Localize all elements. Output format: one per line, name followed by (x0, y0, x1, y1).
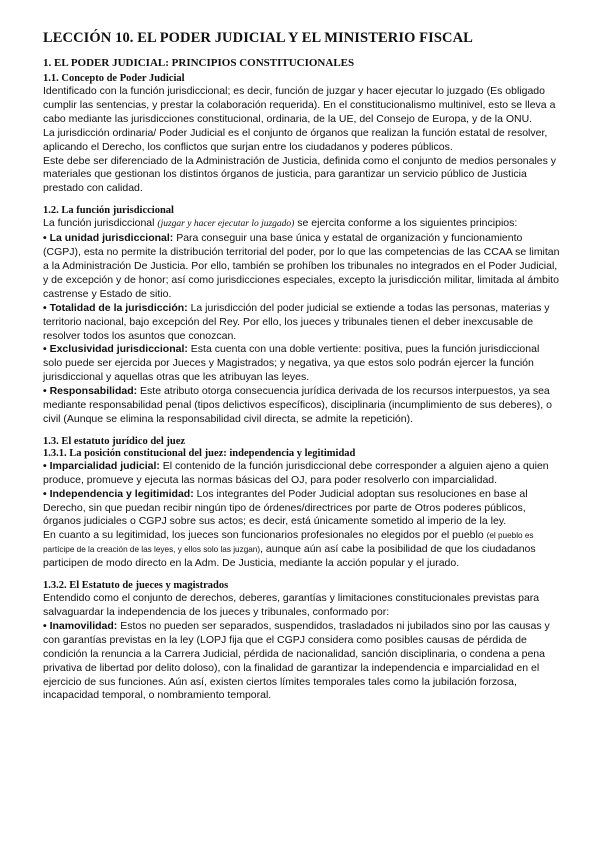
bullet-item: • Imparcialidad judicial: El contenido de la función jurisdiccional debe corresponder a alguien ajeno a quien produce, promueve y ejecuta las normas básicas del OJ, para poder resolverlo con imparcialidad. (43, 459, 549, 486)
bullet-item: • La unidad jurisdiccional: Para conseguir una base única y estatal de organización y funcionamiento (CGPJ), esta no permite la distribución territorial del poder, por lo que las competencias de las CCAA se limitan a la Administración De Justicia. Por ello, también se prohíben los tribunales no integrados en el Poder Judicial, y de excepción y de honor; así como jurisdicciones especiales, excepto la jurisdicción militar, limitada al ámbito castrense y Estado de sitio. (43, 232, 560, 300)
bullet-item: • Responsabilidad: Este atributo otorga consecuencia jurídica derivada de los recursos interpuestos, ya sea mediante responsabilidad penal (tipos delictivos específicos), disciplinaria (incumplimiento de sus deberes), o civil (Aunque se elimina la responsabilidad civil directa, se admite la repetición). (43, 385, 552, 425)
bullet-label: • Independencia y legitimidad: (43, 487, 194, 500)
bullet-item: • Independencia y legitimidad: Los integrantes del Poder Judicial adoptan sus resoluciones en base al Derecho, sin que puedan recibir ningún tipo de órdenes/directrices por parte de Otros poderes públicos, órganos judiciales o CGPJ sobre sus actos; es decir, está únicamente sometido al imperio de la ley. (43, 487, 528, 528)
section-1-3-1-heading: 1.3.1. La posición constitucional del juez: independencia y legitimidad (43, 447, 356, 459)
bullet-label: • La unidad jurisdiccional: (43, 232, 174, 245)
lesson-title: LECCIÓN 10. EL PODER JUDICIAL Y EL MINISTERIO FISCAL (43, 30, 473, 46)
paragraph: La jurisdicción ordinaria/ Poder Judicial es el conjunto de órganos que realizan la función estatal de resolver, aplicando el Derecho, los conflictos que surjan entre los ciudadanos y poderes públicos. (43, 126, 548, 153)
paragraph: Identificado con la función jurisdiccional; es decir, función de juzgar y hacer ejecutar lo juzgado (Es obligado cumplir las sentencias, y prestar la colaboración requerida). En el constitucionalismo multinivel, esto se lleva a cabo mediante las jurisdicciones constitucional, ordinaria, de la UE, del Consejo de Europa, y de la ONU. (43, 85, 556, 125)
bullet-item: • Exclusividad jurisdiccional: Esta cuenta con una doble vertiente: positiva, pues la función jurisdiccional solo puede ser ejercida por Jueces y Magistrados; y negativa, ya que estos solo podrán ejercer la función jurisdiccional y aquellas otras que les atribuyan las leyes. (43, 343, 540, 384)
paragraph: Este debe ser diferenciado de la Administración de Justicia, definida como el conjunto de medios personales y materiales que gestionan los distintos órganos de justicia, para garantizar un servicio público de Justicia prestado con calidad. (43, 154, 557, 195)
section-1-3-2-heading: 1.3.2. El Estatuto de jueces y magistrados (43, 580, 229, 592)
section-1-2-heading: 1.2. La función jurisdiccional (43, 205, 174, 217)
paragraph: Entendido como el conjunto de derechos, deberes, garantías y limitaciones constitucionales previstas para salvaguardar la independencia de los jueces y tribunales, conformado por: (43, 592, 540, 618)
section-1-heading: 1. EL PODER JUDICIAL: PRINCIPIOS CONSTITUCIONALES (43, 57, 355, 69)
paragraph: La función jurisdiccional (juzgar y hacer ejecutar lo juzgado) se ejercita conforme a los siguientes principios: (43, 217, 518, 230)
bullet-label: • Inamovilidad: (43, 619, 118, 632)
bullet-label: • Responsabilidad: (43, 385, 138, 398)
bullet-item: • Inamovilidad: Estos no pueden ser separados, suspendidos, trasladados ni jubilados sino por las causas y con garantías previstas en la ley (LOPJ fija que el CGPJ considera como posibles causas de pérdida de condición la renuncia a la Carrera Judicial, pérdida de nacionalidad, sanción disciplinaria, o condena a pena privativa de libertad por delito doloso), con la finalidad de garantizar la independencia e imparcialidad en el ejercicio de sus funciones. Aún así, existen ciertos límites temporales tales como la jubilación forzosa, incapacidad temporal, o nombramiento temporal. (43, 619, 550, 702)
bullet-label: • Totalidad de la jurisdicción: (43, 301, 188, 314)
small-aside: (el pueblo es partícipe de la creación de las leyes, y ellos solo las juzgan) (43, 531, 534, 555)
bullet-label: • Exclusividad jurisdiccional: (43, 343, 188, 356)
section-1-1-heading: 1.1. Concepto de Poder Judicial (43, 73, 185, 84)
paragraph: En cuanto a su legitimidad, los jueces son funcionarios profesionales no elegidos por el pueblo (el pueblo es partícipe de la creación de las leyes, y ellos solo las juzgan), aunque aún así cabe la posibilidad de que los ciudadanos participen de modo directo en la Adm. De Justicia, mediante la acción popular y el jurado. (43, 529, 536, 570)
italic-aside: (juzgar y hacer ejecutar lo juzgado) (157, 219, 295, 230)
bullet-label: • Imparcialidad judicial: (43, 459, 160, 472)
section-1-3-heading: 1.3. El estatuto jurídico del juez (43, 435, 186, 447)
bullet-item: • Totalidad de la jurisdicción: La jurisdicción del poder judicial se extiende a todas las personas, materias y territorio nacional, bajo excepción del Rey. Por ello, los jueces y tribunales tienen el deber inexcusable de resolver todos los asuntos que conozcan. (43, 301, 550, 342)
